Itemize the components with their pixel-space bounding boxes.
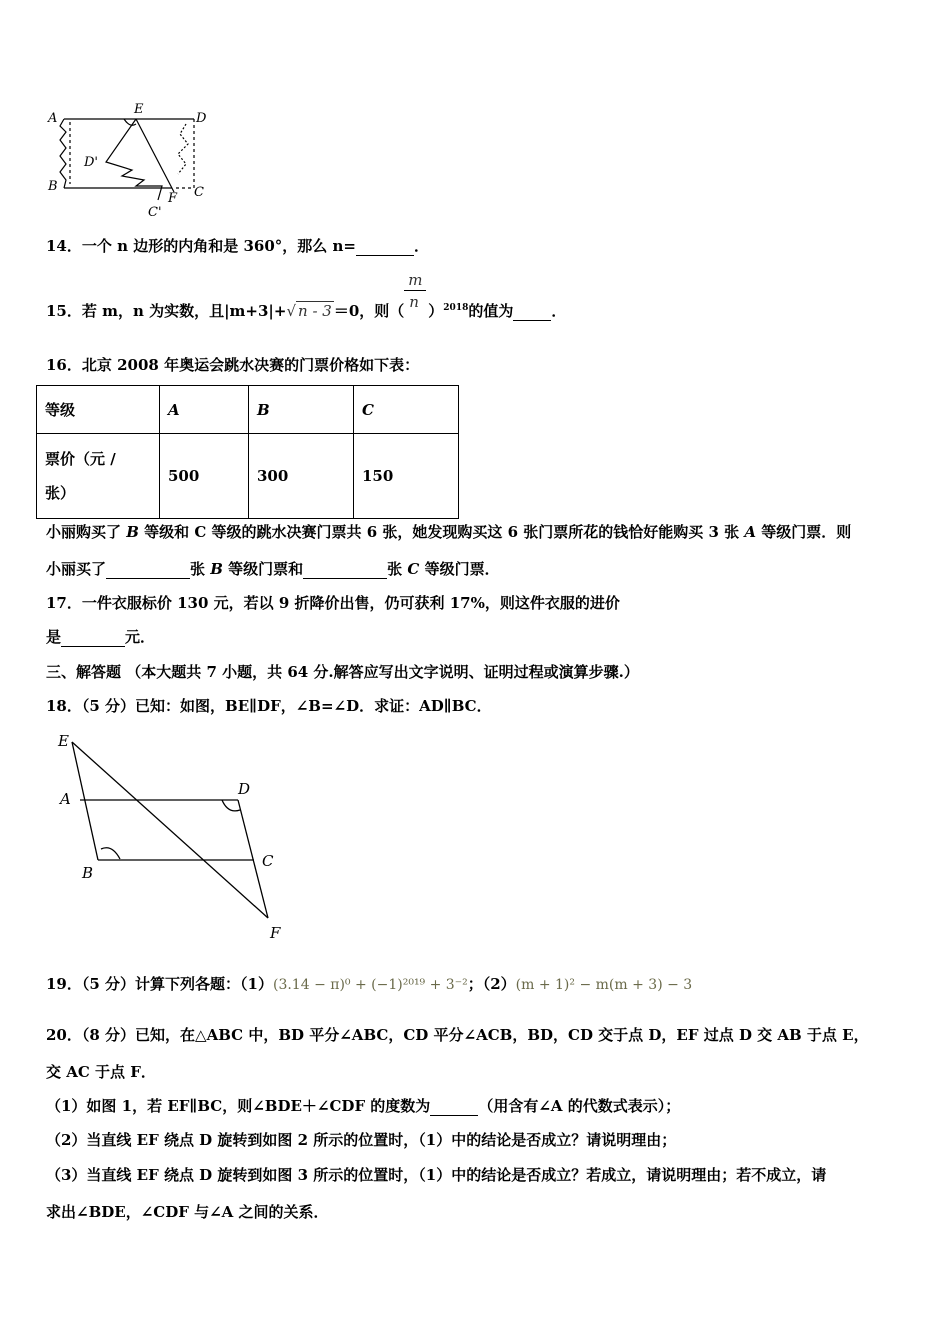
q15-answer-blank bbox=[513, 320, 551, 321]
q20-answer-blank bbox=[430, 1115, 478, 1116]
q16-l2-f: C bbox=[407, 560, 420, 578]
question-20-part3: （3）当直线 EF 绕点 D 旋转到如图 3 所示的位置时，（1）中的结论是否成立？若成立，请说明理由；若不成立，请 bbox=[46, 1166, 827, 1184]
table-header-B: B bbox=[249, 386, 354, 434]
q16-l1-c: 等级和 C 等级的跳水决赛门票共 6 张，她发现购买这 6 张门票所花的钱恰好能购买 3 张 bbox=[138, 523, 745, 541]
q14-end: ． bbox=[413, 237, 429, 255]
q19-prefix: 19．（5 分）计算下列各题：（1） bbox=[46, 975, 273, 993]
price-label-line2: 张） bbox=[45, 484, 76, 502]
label-D: D bbox=[238, 780, 251, 798]
question-20-part1 bbox=[46, 1096, 680, 1116]
q17-l2-a: 是 bbox=[46, 628, 62, 646]
q17-l2-b: 元． bbox=[125, 628, 156, 646]
q15-mid: ＝0，则（ bbox=[333, 302, 405, 320]
rect-left-jagged bbox=[60, 119, 66, 188]
q16-blank-C bbox=[303, 578, 387, 579]
q15-suffix: 的值为 bbox=[468, 302, 514, 320]
parallel-lines-figure bbox=[52, 728, 302, 944]
table-header-row bbox=[37, 386, 459, 434]
q15-close: ） bbox=[428, 302, 444, 320]
q16-l2-b: 张 bbox=[190, 560, 211, 578]
q16-l1-a: 小丽购买了 bbox=[46, 523, 127, 541]
q19-sep: ；（2） bbox=[467, 975, 516, 993]
question-20-part2: （2）当直线 EF 绕点 D 旋转到如图 2 所示的位置时，（1）中的结论是否成立？请说明理由； bbox=[46, 1131, 677, 1149]
question-16-title: 16．北京 2008 年奥运会跳水决赛的门票价格如下表： bbox=[46, 356, 420, 374]
fold-rectangle-figure bbox=[44, 100, 216, 222]
label-C: C bbox=[262, 852, 274, 870]
q17-answer-blank bbox=[61, 646, 125, 647]
price-label-line1: 票价（元 / bbox=[45, 450, 116, 468]
q16-l2-g: 等级门票． bbox=[419, 560, 500, 578]
question-17-line1: 17．一件衣服标价 130 元，若以 9 折降价出售，仍可获利 17%，则这件衣服的进价 bbox=[46, 594, 620, 612]
table-price-row bbox=[37, 434, 459, 519]
sqrt-radicand: n - 3 bbox=[298, 302, 332, 320]
q19-expression-1: (3.14 − π)⁰ + (−1)²⁰¹⁹ + 3⁻² bbox=[272, 977, 468, 993]
q16-l2-c: B bbox=[210, 560, 223, 578]
q16-l1-b: B bbox=[126, 523, 139, 541]
table-price-label bbox=[37, 434, 160, 519]
ticket-price-table bbox=[36, 385, 459, 519]
line-EB bbox=[72, 742, 98, 860]
label-E: E bbox=[134, 102, 144, 117]
question-16-line1 bbox=[46, 522, 851, 542]
table-header-grade: 等级 bbox=[37, 386, 160, 434]
table-price-A: 500 bbox=[160, 434, 249, 519]
q20-p1-a: （1）如图 1，若 EF∥BC，则∠BDE＋∠CDF 的度数为 bbox=[46, 1097, 431, 1115]
angle-arc-B bbox=[101, 848, 120, 859]
question-15 bbox=[46, 271, 567, 321]
q15-prefix: 15．若 m，n 为实数，且|m+3|+ bbox=[46, 302, 287, 320]
q14-answer-blank bbox=[356, 255, 414, 256]
fraction-bar bbox=[404, 290, 426, 291]
label-A: A bbox=[48, 111, 58, 126]
right-zigzag-dashed bbox=[178, 124, 188, 174]
table-header-A: A bbox=[160, 386, 249, 434]
label-D: D bbox=[196, 111, 207, 126]
sqrt-expression: √ n - 3 bbox=[286, 302, 332, 320]
q16-l2-e: 张 bbox=[387, 560, 408, 578]
label-C: C bbox=[194, 185, 204, 200]
question-14 bbox=[46, 236, 429, 256]
angle-arc-D bbox=[222, 800, 240, 811]
question-19 bbox=[46, 974, 692, 995]
q15-exponent: 2018 bbox=[443, 303, 469, 313]
fraction-m-over-n bbox=[404, 271, 428, 316]
section-3-heading: 三、解答题 （本大题共 7 小题，共 64 分.解答应写出文字说明、证明过程或演算步骤.） bbox=[46, 663, 639, 681]
table-price-B: 300 bbox=[249, 434, 354, 519]
q16-l2-d: 等级门票和 bbox=[222, 560, 304, 578]
q16-l1-d: A bbox=[744, 523, 757, 541]
label-F: F bbox=[270, 924, 281, 942]
line-EF bbox=[72, 742, 268, 918]
table-header-C: C bbox=[354, 386, 459, 434]
fraction-denominator: n bbox=[409, 293, 419, 311]
label-C-prime: C' bbox=[148, 205, 162, 220]
q14-text: 14．一个 n 边形的内角和是 360°，那么 n= bbox=[46, 237, 356, 255]
label-E: E bbox=[58, 732, 69, 750]
question-17-line2 bbox=[46, 627, 155, 647]
question-20-line2: 交 AC 于点 F． bbox=[46, 1063, 156, 1081]
label-B: B bbox=[48, 179, 58, 194]
q16-l1-e: 等级门票．则 bbox=[756, 523, 852, 541]
label-A: A bbox=[60, 790, 71, 808]
fraction-numerator: m bbox=[408, 271, 423, 289]
q20-p1-b: （用含有∠A 的代数式表示）； bbox=[478, 1097, 681, 1115]
label-B: B bbox=[82, 864, 94, 882]
label-D-prime: D' bbox=[84, 155, 98, 170]
label-F: F bbox=[168, 191, 178, 206]
question-20-line1: 20．（8 分）已知，在△ABC 中，BD 平分∠ABC，CD 平分∠ACB，BD，CD 交于点 D，EF 过点 D 交 AB 于点 E， bbox=[46, 1026, 869, 1044]
q16-l2-a: 小丽买了 bbox=[46, 560, 107, 578]
q19-expression-2: (m + 1)² − m(m + 3) − 3 bbox=[515, 977, 693, 993]
q15-end: ． bbox=[551, 302, 567, 320]
question-16-line2 bbox=[46, 559, 500, 579]
question-20-part3b: 求出∠BDE，∠CDF 与∠A 之间的关系． bbox=[46, 1203, 329, 1221]
table-price-C: 150 bbox=[354, 434, 459, 519]
question-18: 18．（5 分）已知：如图，BE∥DF，∠B=∠D．求证：AD∥BC． bbox=[46, 697, 492, 715]
q16-blank-B bbox=[106, 578, 190, 579]
